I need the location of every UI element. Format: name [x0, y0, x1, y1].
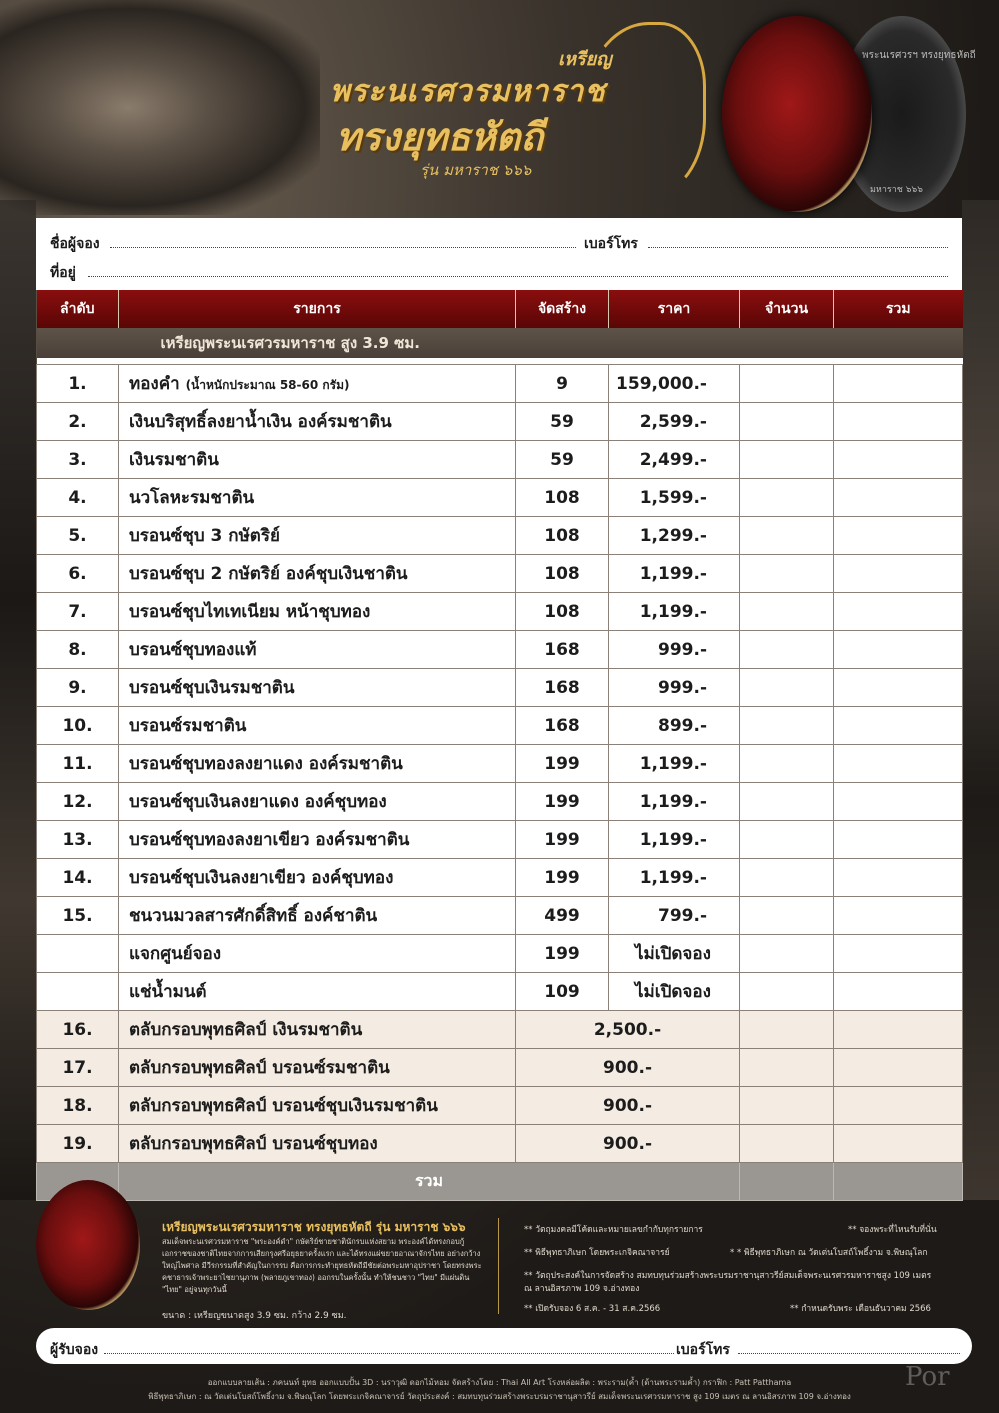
table-row: [37, 403, 963, 441]
receiver-phone-field[interactable]: [738, 1353, 960, 1354]
header-qty: จัดสร้าง: [516, 290, 609, 328]
row-item: [119, 707, 516, 745]
row-item: [119, 897, 516, 935]
row-item: [119, 935, 516, 973]
row-no: 12.: [37, 783, 119, 821]
credits-line-1: ออกแบบลายเส้น : ภคนนท์ ยุทธ ออกแบบปั้น 3D : นราวุฒิ ดอกไม้หอม จัดสร้างโดย : Thai All Art โรงหล่อผลิต : พระราม(ค้ำ (ด้านพระรามค้ำ) กราฟิก : Patt Patthama: [207, 1378, 792, 1387]
row-quantity-made: 59: [516, 441, 609, 479]
row-quantity-made: 199: [516, 859, 609, 897]
row-item: [119, 365, 516, 403]
row-total-input[interactable]: [834, 745, 963, 783]
row-quantity-made: 9: [516, 365, 609, 403]
row-amount-input[interactable]: [740, 745, 834, 783]
row-no: 14.: [37, 859, 119, 897]
row-price: 1,599.-: [609, 479, 740, 517]
row-total-input[interactable]: [834, 1125, 963, 1163]
row-item-name: บรอนซ์ชุบ 2 กษัตริย์ องค์ชุบเงินชาติน: [129, 564, 408, 584]
section-title: เหรียญพระนเรศวรมหาราช สูง 3.9 ซม.: [37, 328, 963, 358]
total-amount-cell[interactable]: [740, 1163, 834, 1201]
row-no: 15.: [37, 897, 119, 935]
row-item: [119, 745, 516, 783]
row-amount-input[interactable]: [740, 1011, 834, 1049]
row-price: 799.-: [609, 897, 740, 935]
table-row: [37, 821, 963, 859]
header-amount: จำนวน: [740, 290, 834, 328]
row-no: 11.: [37, 745, 119, 783]
row-price: ไม่เปิดจอง: [609, 973, 740, 1011]
row-total-input[interactable]: [834, 707, 963, 745]
row-total-input[interactable]: [834, 973, 963, 1011]
footer-size: ขนาด : เหรียญขนาดสูง 3.9 ซม. กว้าง 2.9 ซม.: [162, 1311, 347, 1321]
row-item: [119, 593, 516, 631]
table-row: [37, 479, 963, 517]
table-row-case: [37, 1049, 963, 1087]
row-item: [119, 783, 516, 821]
row-item-name: แจกศูนย์จอง: [129, 944, 222, 964]
table-row: [37, 897, 963, 935]
row-total-input[interactable]: [834, 821, 963, 859]
row-total-input[interactable]: [834, 631, 963, 669]
row-quantity-made: 199: [516, 783, 609, 821]
header-price: ราคา: [609, 290, 740, 328]
row-quantity-made: 108: [516, 517, 609, 555]
row-total-input[interactable]: [834, 1011, 963, 1049]
row-amount-input[interactable]: [740, 669, 834, 707]
row-price: 899.-: [609, 707, 740, 745]
row-amount-input[interactable]: [740, 935, 834, 973]
row-quantity-made: 109: [516, 973, 609, 1011]
row-price: 1,199.-: [609, 555, 740, 593]
row-price: 900.-: [516, 1049, 740, 1087]
row-price: 2,499.-: [609, 441, 740, 479]
table-row: [37, 973, 963, 1011]
row-quantity-made: 168: [516, 669, 609, 707]
row-item: [119, 441, 516, 479]
row-item: ตลับกรอบพุทธศิลป์ บรอนซ์รมชาติน: [119, 1049, 516, 1087]
row-item: ตลับกรอบพุทธศิลป์ บรอนซ์ชุบเงินรมชาติน: [119, 1087, 516, 1125]
row-item: [119, 403, 516, 441]
table-row: [37, 517, 963, 555]
row-no: 1.: [37, 365, 119, 403]
row-total-input[interactable]: [834, 555, 963, 593]
medal-front-image: [722, 16, 872, 212]
table-row: [37, 935, 963, 973]
row-quantity-made: 199: [516, 935, 609, 973]
booker-name-field[interactable]: [110, 247, 576, 248]
row-amount-input[interactable]: [740, 859, 834, 897]
footer-description: สมเด็จพระนเรศวรมหาราช "พระองค์ดำ" กษัตริย์ชายชาตินักรบแห่งสยาม พระองค์ได้ทรงกอบกู้เอกราชของชาติไทยจากการเสียกรุงศรีอยุธยาครั้งแรก และได้ทรงแผ่ขยายอาณาจักรไทย อย่างกว้างใหญ่ไพศาล มีวีรกรรมที่สำคัญในการรบ คือการกระทำยุทธหัตถีมีชัยต่อพระมหาอุปราชา โดยทรงพระคชาธารเจ้าพระยาไชยานุภาพ (พลายภูเขาทอง) ออกรบในครั้งนั้น ทำให้ชนชาว "ไทย" มีแผ่นดิน "ไทย" อยู่จนทุกวันนี้: [162, 1237, 482, 1294]
booker-name-label: ชื่อผู้จอง: [50, 236, 100, 252]
row-item-name: ชนวนมวลสารศักดิ์สิทธิ์ องค์ชาติน: [129, 906, 378, 926]
table-row-case: [37, 1087, 963, 1125]
row-no: 2.: [37, 403, 119, 441]
row-item-name: เงินบริสุทธิ์ลงยาน้ำเงิน องค์รมชาติน: [129, 412, 392, 432]
row-amount-input[interactable]: [740, 441, 834, 479]
booker-phone-label: เบอร์โทร: [584, 236, 638, 252]
header-total: รวม: [834, 290, 963, 328]
row-price: 1,299.-: [609, 517, 740, 555]
right-texture: [962, 200, 999, 1200]
row-quantity-made: 199: [516, 745, 609, 783]
note-right-1: ** จองพระที่ไหนรับที่นั่น: [848, 1225, 937, 1235]
table-row: [37, 555, 963, 593]
row-no: [37, 935, 119, 973]
row-no: 10.: [37, 707, 119, 745]
table-row: [37, 441, 963, 479]
booker-form-panel: [36, 218, 962, 290]
note-left-5: ** เปิดรับจอง 6 ส.ค. - 31 ส.ค.2566: [524, 1304, 661, 1314]
section-row: [37, 328, 963, 358]
row-no: 6.: [37, 555, 119, 593]
row-amount-input[interactable]: [740, 555, 834, 593]
total-sum-cell[interactable]: [834, 1163, 963, 1201]
row-total-input[interactable]: [834, 897, 963, 935]
row-item: ตลับกรอบพุทธศิลป์ เงินรมชาติน: [119, 1011, 516, 1049]
table-row: [37, 745, 963, 783]
row-amount-input[interactable]: [740, 1087, 834, 1125]
receiver-panel: [36, 1328, 972, 1364]
note-left-4: ณ ลานอิสรภาพ 109 จ.อ่างทอง: [524, 1284, 640, 1294]
total-row: [37, 1163, 963, 1201]
row-no: 3.: [37, 441, 119, 479]
row-item-name: บรอนซ์ชุบเงินรมชาติน: [129, 678, 295, 698]
title-line-3: รุ่น มหาราช ๖๖๖: [420, 161, 532, 179]
row-total-input[interactable]: [834, 517, 963, 555]
elephant-statue-image: [0, 0, 320, 215]
row-no: 16.: [37, 1011, 119, 1049]
row-item: [119, 555, 516, 593]
left-texture: [0, 200, 36, 1200]
row-item: [119, 631, 516, 669]
row-amount-input[interactable]: [740, 593, 834, 631]
row-total-input[interactable]: [834, 783, 963, 821]
credits-line-2: พิธีพุทธาภิเษก : ณ วัดเต่นโบสถ์โพธิ์งาม จ.พิษณุโลก โดยพระเกจิคณาจารย์ วัตถุประสงค์ : สมทบทุนร่วมสร้างพระบรมราชานุสาวรีย์ สมเด็จพระนเรศวรมหาราช สูง 109 เมตร ณ ลานอิสรภาพ 109 จ.อ่างทอง: [148, 1392, 851, 1401]
booker-phone-field[interactable]: [648, 247, 948, 248]
row-total-input[interactable]: [834, 479, 963, 517]
row-total-input[interactable]: [834, 365, 963, 403]
row-item-name: บรอนซ์ชุบทองแท้: [129, 640, 257, 660]
row-item-name: บรอนซ์ชุบ 3 กษัตริย์: [129, 526, 280, 546]
row-price: 900.-: [516, 1125, 740, 1163]
row-no: 8.: [37, 631, 119, 669]
row-price: 1,199.-: [609, 821, 740, 859]
table-row: [37, 631, 963, 669]
row-amount-input[interactable]: [740, 631, 834, 669]
row-quantity-made: 59: [516, 403, 609, 441]
row-price: 900.-: [516, 1087, 740, 1125]
title-line-2: ทรงยุทธหัตถี: [336, 114, 544, 159]
row-amount-input[interactable]: [740, 517, 834, 555]
row-item-name: บรอนซ์รมชาติน: [129, 716, 247, 736]
row-quantity-made: 108: [516, 555, 609, 593]
row-item-note: (น้ำหนักประมาณ 58-60 กรัม): [185, 378, 350, 392]
row-quantity-made: 199: [516, 821, 609, 859]
row-item-name: เงินรมชาติน: [129, 450, 219, 470]
table-row-case: [37, 1011, 963, 1049]
header-item: รายการ: [119, 290, 516, 328]
receiver-name-field[interactable]: [104, 1353, 674, 1354]
row-item: [119, 517, 516, 555]
row-item-name: บรอนซ์ชุบเงินลงยาแดง องค์ชุบทอง: [129, 792, 387, 812]
table-row: [37, 669, 963, 707]
row-item: [119, 669, 516, 707]
medal-back-text: พระนเรศวรฯ ทรงยุทธหัตถี: [862, 50, 976, 61]
title-small: เหรียญ: [558, 49, 612, 70]
row-amount-input[interactable]: [740, 821, 834, 859]
row-amount-input[interactable]: [740, 973, 834, 1011]
header-no: ลำดับ: [37, 290, 119, 328]
row-quantity-made: 168: [516, 707, 609, 745]
row-amount-input[interactable]: [740, 783, 834, 821]
note-right-2: * * พิธีพุทธาภิเษก ณ วัดเต่นโบสถ์โพธิ์งาม จ.พิษณุโลก: [730, 1248, 928, 1258]
row-price: 159,000.-: [609, 365, 740, 403]
row-price: 1,199.-: [609, 859, 740, 897]
row-no: 19.: [37, 1125, 119, 1163]
row-amount-input[interactable]: [740, 897, 834, 935]
row-no: 5.: [37, 517, 119, 555]
row-amount-input[interactable]: [740, 707, 834, 745]
row-item: [119, 479, 516, 517]
row-no: 7.: [37, 593, 119, 631]
table-row: [37, 593, 963, 631]
row-total-input[interactable]: [834, 669, 963, 707]
row-item: ตลับกรอบพุทธศิลป์ บรอนซ์ชุบทอง: [119, 1125, 516, 1163]
medal-back-text-2: มหาราช ๖๖๖: [870, 185, 923, 195]
row-no: 4.: [37, 479, 119, 517]
table-row: [37, 783, 963, 821]
row-price: 2,500.-: [516, 1011, 740, 1049]
row-item-name: บรอนซ์ชุบไทเทเนียม หน้าชุบทอง: [129, 602, 371, 622]
row-item: [119, 859, 516, 897]
row-amount-input[interactable]: [740, 1049, 834, 1087]
row-price: 1,199.-: [609, 745, 740, 783]
row-total-input[interactable]: [834, 403, 963, 441]
row-price: 1,199.-: [609, 783, 740, 821]
row-amount-input[interactable]: [740, 1125, 834, 1163]
row-no: 9.: [37, 669, 119, 707]
row-price: 1,199.-: [609, 593, 740, 631]
table-row-case: [37, 1125, 963, 1163]
footer-divider: [498, 1218, 499, 1314]
row-amount-input[interactable]: [740, 365, 834, 403]
note-left-1: ** วัตถุมงคลมีโค้ดและหมายเลขกำกับทุกรายการ: [524, 1225, 703, 1235]
row-quantity-made: 108: [516, 593, 609, 631]
note-right-3: ** กำหนดรับพระ เดือนธันวาคม 2566: [790, 1304, 931, 1314]
row-quantity-made: 168: [516, 631, 609, 669]
table-row: [37, 365, 963, 403]
receiver-phone-label: เบอร์โทร: [676, 1342, 730, 1358]
row-amount-input[interactable]: [740, 403, 834, 441]
note-left-3: ** วัตถุประสงค์ในการจัดสร้าง สมทบทุนร่วมสร้างพระบรมราชานุสาวรีย์สมเด็จพระนเรศวรมหาราชสูง 109 เมตร: [524, 1271, 932, 1281]
title-line-1: พระนเรศวรมหาราช: [330, 74, 606, 109]
row-price: 2,599.-: [609, 403, 740, 441]
row-item-name: แช่น้ำมนต์: [129, 982, 207, 1002]
row-total-input[interactable]: [834, 1087, 963, 1125]
table-header-row: [37, 290, 963, 328]
address-label: ที่อยู่: [50, 265, 76, 281]
row-quantity-made: 499: [516, 897, 609, 935]
row-amount-input[interactable]: [740, 479, 834, 517]
note-left-2: ** พิธีพุทธาภิเษก โดยพระเกจิคณาจารย์: [524, 1248, 670, 1258]
row-price: 999.-: [609, 631, 740, 669]
row-no: 18.: [37, 1087, 119, 1125]
table-row: [37, 707, 963, 745]
total-label: รวม: [119, 1163, 740, 1201]
watermark: Por: [905, 1362, 950, 1392]
row-item-name: บรอนซ์ชุบทองลงยาเขียว องค์รมชาติน: [129, 830, 410, 850]
price-table: [36, 290, 963, 1201]
row-quantity-made: 108: [516, 479, 609, 517]
row-total-input[interactable]: [834, 859, 963, 897]
row-total-input[interactable]: [834, 1049, 963, 1087]
row-item-name: ทองคำ: [129, 374, 180, 394]
row-price: 999.-: [609, 669, 740, 707]
row-no: 17.: [37, 1049, 119, 1087]
row-no: 13.: [37, 821, 119, 859]
row-item-name: บรอนซ์ชุบเงินลงยาเขียว องค์ชุบทอง: [129, 868, 394, 888]
row-item-name: นวโลหะรมชาติน: [129, 488, 255, 508]
row-item: [119, 821, 516, 859]
table-row: [37, 859, 963, 897]
row-item: [119, 973, 516, 1011]
row-total-input[interactable]: [834, 593, 963, 631]
row-no: [37, 973, 119, 1011]
footer-title: เหรียญพระนเรศวรมหาราช ทรงยุทธหัตถี รุ่น มหาราช ๖๖๖: [162, 1220, 466, 1234]
receiver-label: ผู้รับจอง: [50, 1342, 99, 1358]
footer-medal-image: [36, 1180, 140, 1310]
address-field[interactable]: [88, 276, 948, 277]
row-total-input[interactable]: [834, 441, 963, 479]
row-item-name: บรอนซ์ชุบทองลงยาแดง องค์รมชาติน: [129, 754, 403, 774]
row-price: ไม่เปิดจอง: [609, 935, 740, 973]
row-total-input[interactable]: [834, 935, 963, 973]
